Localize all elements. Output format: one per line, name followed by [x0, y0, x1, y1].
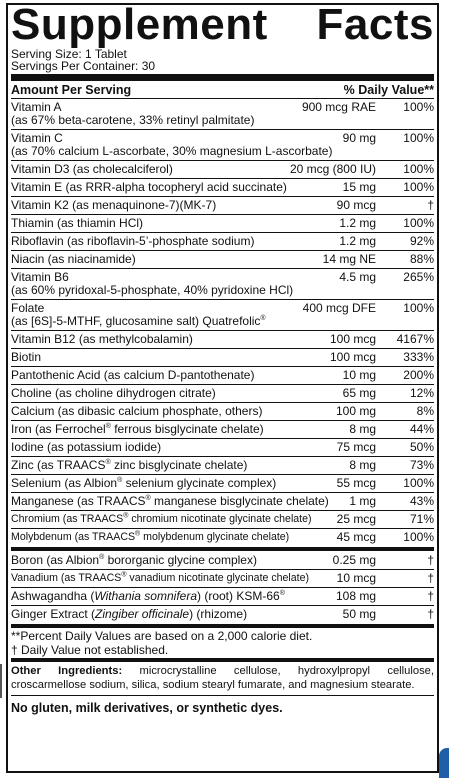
table-row: [11, 179, 434, 197]
nutrient-amount: 100 mcg: [329, 350, 376, 364]
table-row: [11, 300, 434, 331]
nutrient-daily-value: †: [427, 553, 434, 567]
section-divider: [11, 547, 434, 551]
nutrient-daily-value: 100%: [403, 530, 434, 544]
nutrient-amount: 50 mg: [342, 607, 376, 621]
daily-value-header: % Daily Value**: [343, 83, 434, 97]
nutrient-name: Ginger Extract (Zingiber officinale) (rhizome): [11, 607, 248, 621]
nutrient-daily-value: 100%: [403, 162, 434, 176]
nutrient-amount: 15 mg: [342, 180, 376, 194]
other-ingredient-list: [11, 552, 434, 623]
nutrient-daily-value: 265%: [403, 270, 434, 284]
table-row: [11, 570, 434, 588]
table-row: [11, 475, 434, 493]
dagger-footnote: † Daily Value not established.: [11, 643, 169, 657]
nutrient-amount: 1.2 mg: [339, 216, 376, 230]
nutrient-name: Molybdenum (as TRAACS® molybdenum glycinate chelate): [11, 530, 290, 543]
nutrient-daily-value: 100%: [403, 301, 434, 315]
panel-title: [11, 0, 434, 49]
table-row: [11, 385, 434, 403]
table-row: [11, 251, 434, 269]
nutrient-name: Zinc (as TRAACS® zinc bisglycinate chelate): [11, 458, 248, 472]
nutrient-amount: 8 mg: [349, 458, 376, 472]
table-row: [11, 457, 434, 475]
table-row: [11, 529, 434, 546]
section-divider-2: [11, 624, 434, 628]
other-ingredients: [11, 663, 434, 695]
nutrient-amount: 10 mg: [342, 368, 376, 382]
nutrient-list: [11, 99, 434, 546]
corner-accent: [439, 748, 449, 778]
title-word-1: Supplement: [11, 0, 268, 49]
nutrient-name: Vitamin B12 (as methylcobalamin): [11, 332, 193, 346]
nutrient-name: Folate: [11, 301, 45, 315]
nutrient-source: (as 67% beta-carotene, 33% retinyl palmitate): [11, 113, 255, 127]
nutrient-name: Vitamin D3 (as cholecalciferol): [11, 162, 173, 176]
nutrient-name: Iron (as Ferrochel® ferrous bisglycinate chelate): [11, 422, 264, 436]
nutrient-daily-value: 200%: [403, 368, 434, 382]
table-row: [11, 403, 434, 421]
nutrient-daily-value: 100%: [403, 100, 434, 114]
table-row: [11, 269, 434, 300]
nutrient-amount: 25 mcg: [336, 512, 376, 526]
table-row: [11, 421, 434, 439]
nutrient-name: Riboflavin (as riboflavin-5’-phosphate sodium): [11, 234, 255, 248]
table-row: [11, 552, 434, 570]
nutrient-amount: 8 mg: [349, 422, 376, 436]
nutrient-daily-value: 4167%: [396, 332, 434, 346]
nutrient-name: Vitamin C: [11, 131, 63, 145]
heavy-divider: [11, 74, 434, 81]
table-row: [11, 233, 434, 251]
nutrient-amount: 90 mg: [342, 131, 376, 145]
nutrient-name: Vitamin A: [11, 100, 62, 114]
nutrient-name: Biotin: [11, 350, 42, 364]
nutrient-amount: 108 mg: [335, 589, 376, 603]
nutrient-amount: 10 mcg: [336, 571, 376, 585]
nutrient-name: Iodine (as potassium iodide): [11, 440, 162, 454]
nutrient-name: Selenium (as Albion® selenium glycinate complex): [11, 476, 277, 490]
table-row: [11, 130, 434, 161]
table-row: [11, 331, 434, 349]
table-row: [11, 439, 434, 457]
table-row: [11, 606, 434, 623]
nutrient-amount: 900 mcg RAE: [301, 100, 376, 114]
nutrient-daily-value: †: [427, 571, 434, 585]
nutrient-name: Choline (as choline dihydrogen citrate): [11, 386, 216, 400]
nutrient-daily-value: 100%: [403, 216, 434, 230]
table-header: [11, 82, 434, 99]
nutrient-daily-value: 8%: [416, 404, 434, 418]
nutrient-amount: 65 mg: [342, 386, 376, 400]
nutrient-amount: 1 mg: [349, 494, 376, 508]
supplement-facts-panel: [6, 0, 439, 773]
nutrient-name: Boron (as Albion® bororganic glycine complex): [11, 553, 257, 567]
nutrient-amount: 75 mcg: [336, 440, 376, 454]
nutrient-daily-value: 50%: [409, 440, 434, 454]
nutrient-source: (as [6S]-5-MTHF, glucosamine salt) Quatrefolic®: [11, 314, 266, 328]
nutrient-name: Pantothenic Acid (as calcium D-pantothenate): [11, 368, 255, 382]
serving-size: Serving Size: 1 Tablet: [11, 47, 127, 61]
table-row: [11, 215, 434, 233]
nutrient-daily-value: †: [427, 607, 434, 621]
nutrient-amount: 100 mg: [335, 404, 376, 418]
nutrient-daily-value: 333%: [403, 350, 434, 364]
nutrient-amount: 0.25 mg: [332, 553, 376, 567]
amount-header: Amount Per Serving: [11, 83, 132, 97]
nutrient-daily-value: 100%: [403, 476, 434, 490]
nutrient-amount: 90 mcg: [336, 198, 376, 212]
title-word-2: Facts: [316, 0, 434, 49]
nutrient-name: Ashwagandha (Withania somnifera) (root) KSM-66®: [11, 589, 285, 603]
nutrient-name: Vanadium (as TRAACS® vanadium nicotinate glycinate chelate): [11, 571, 310, 584]
table-row: [11, 197, 434, 215]
nutrient-name: Vitamin K2 (as menaquinone-7)(MK-7): [11, 198, 217, 212]
nutrient-daily-value: 44%: [409, 422, 434, 436]
nutrient-daily-value: †: [427, 198, 434, 212]
table-row: [11, 511, 434, 529]
other-ingredients-label: Other Ingredients:: [11, 665, 123, 677]
table-row: [11, 349, 434, 367]
nutrient-amount: 45 mcg: [336, 530, 376, 544]
nutrient-daily-value: 12%: [409, 386, 434, 400]
nutrient-amount: 4.5 mg: [339, 270, 376, 284]
other-ingredients-text: microcrystalline cellulose, hydroxylpropyl cellulose, croscarmellose sodium, silica, sodium stearyl fumarate, and magnesium stearate.: [11, 665, 434, 691]
table-row: [11, 493, 434, 511]
nutrient-source: (as 70% calcium L-ascorbate, 30% magnesium L-ascorbate): [11, 144, 333, 158]
nutrient-name: Calcium (as dibasic calcium phosphate, others): [11, 404, 263, 418]
nutrient-amount: 100 mcg: [329, 332, 376, 346]
nutrient-amount: 20 mcg (800 IU): [289, 162, 376, 176]
allergen-note: No gluten, milk derivatives, or synthetic dyes.: [11, 701, 283, 715]
nutrient-amount: 55 mcg: [336, 476, 376, 490]
nutrient-daily-value: 100%: [403, 180, 434, 194]
nutrient-amount: 1.2 mg: [339, 234, 376, 248]
nutrient-daily-value: 92%: [409, 234, 434, 248]
section-divider-3: [11, 658, 434, 662]
nutrient-amount: 14 mg NE: [322, 252, 376, 266]
nutrient-daily-value: 88%: [409, 252, 434, 266]
nutrient-name: Manganese (as TRAACS® manganese bisglycinate chelate): [11, 494, 329, 508]
daily-value-footnote: **Percent Daily Values are based on a 2,000 calorie diet.: [11, 629, 313, 643]
table-row: [11, 99, 434, 130]
nutrient-name: Thiamin (as thiamin HCl): [11, 216, 144, 230]
nutrient-daily-value: 100%: [403, 131, 434, 145]
table-row: [11, 161, 434, 179]
nutrient-source: (as 60% pyridoxal-5-phosphate, 40% pyridoxine HCl): [11, 283, 294, 297]
nutrient-daily-value: 71%: [409, 512, 434, 526]
nutrient-daily-value: †: [427, 589, 434, 603]
nutrient-daily-value: 73%: [409, 458, 434, 472]
nutrient-name: Chromium (as TRAACS® chromium nicotinate glycinate chelate): [11, 512, 312, 525]
table-row: [11, 588, 434, 606]
nutrient-name: Niacin (as niacinamide): [11, 252, 136, 266]
nutrient-name: Vitamin B6: [11, 270, 69, 284]
table-row: [11, 367, 434, 385]
servings-per-container: Servings Per Container: 30: [11, 59, 156, 73]
nutrient-daily-value: 43%: [409, 494, 434, 508]
nutrient-name: Vitamin E (as RRR-alpha tocopheryl acid succinate): [11, 180, 287, 194]
nutrient-amount: 400 mcg DFE: [302, 301, 376, 315]
